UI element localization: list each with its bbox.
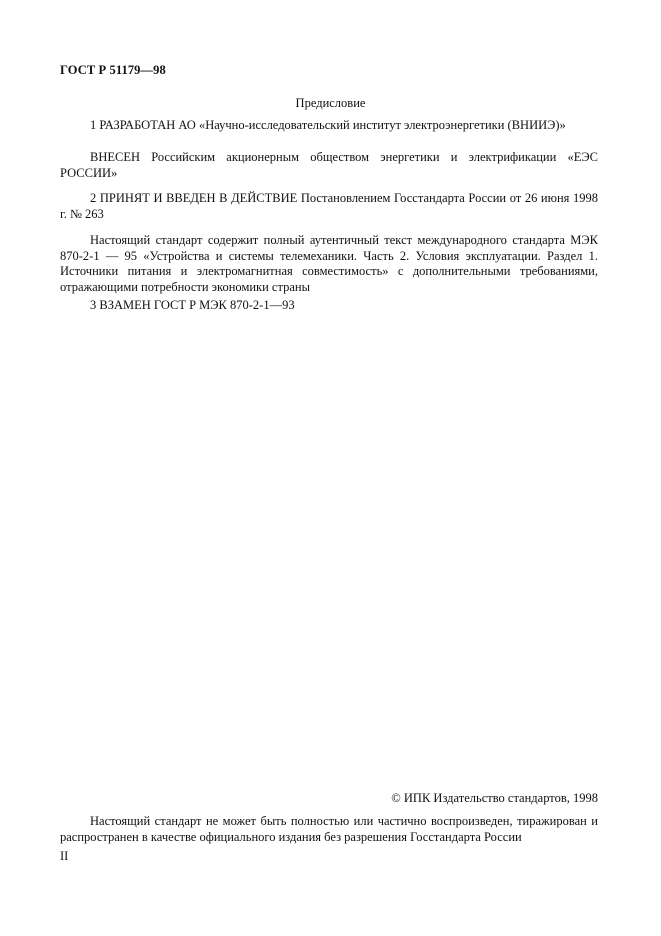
page-title: Предисловие: [295, 96, 366, 110]
copyright-notice: © ИПК Издательство стандартов, 1998: [391, 791, 598, 805]
paragraph-introduced: ВНЕСЕН Российским акционерным обществом энергетики и электрификации «ЕЭС РОССИИ»: [60, 150, 598, 180]
paragraph-adopted: 2 ПРИНЯТ И ВВЕДЕН В ДЕЙСТВИЕ Постановлением Госстандарта России от 26 июня 1998 г. № 263: [60, 191, 598, 221]
paragraph-replaces: 3 ВЗАМЕН ГОСТ Р МЭК 870-2-1—93: [90, 298, 295, 312]
document-header: ГОСТ Р 51179—98: [60, 63, 166, 77]
paragraph-standard-content: Настоящий стандарт содержит полный аутентичный текст международного стандарта МЭК 870-2-1 — 95 «Устройства и системы телемеханики. Часть 2. Условия эксплуатации. Раздел 1. Источники питания и электромагнитная совместимость» с дополнительными требованиями, отражающими потребности экономики страны: [60, 233, 598, 294]
page-number: II: [60, 849, 69, 863]
paragraph-developed: 1 РАЗРАБОТАН АО «Научно-исследовательский институт электроэнергетики (ВНИИЭ)»: [90, 118, 566, 132]
reproduction-notice: Настоящий стандарт не может быть полностью или частично воспроизведен, тиражирован и распространен в качестве официального издания без разрешения Госстандарта России: [60, 814, 598, 844]
